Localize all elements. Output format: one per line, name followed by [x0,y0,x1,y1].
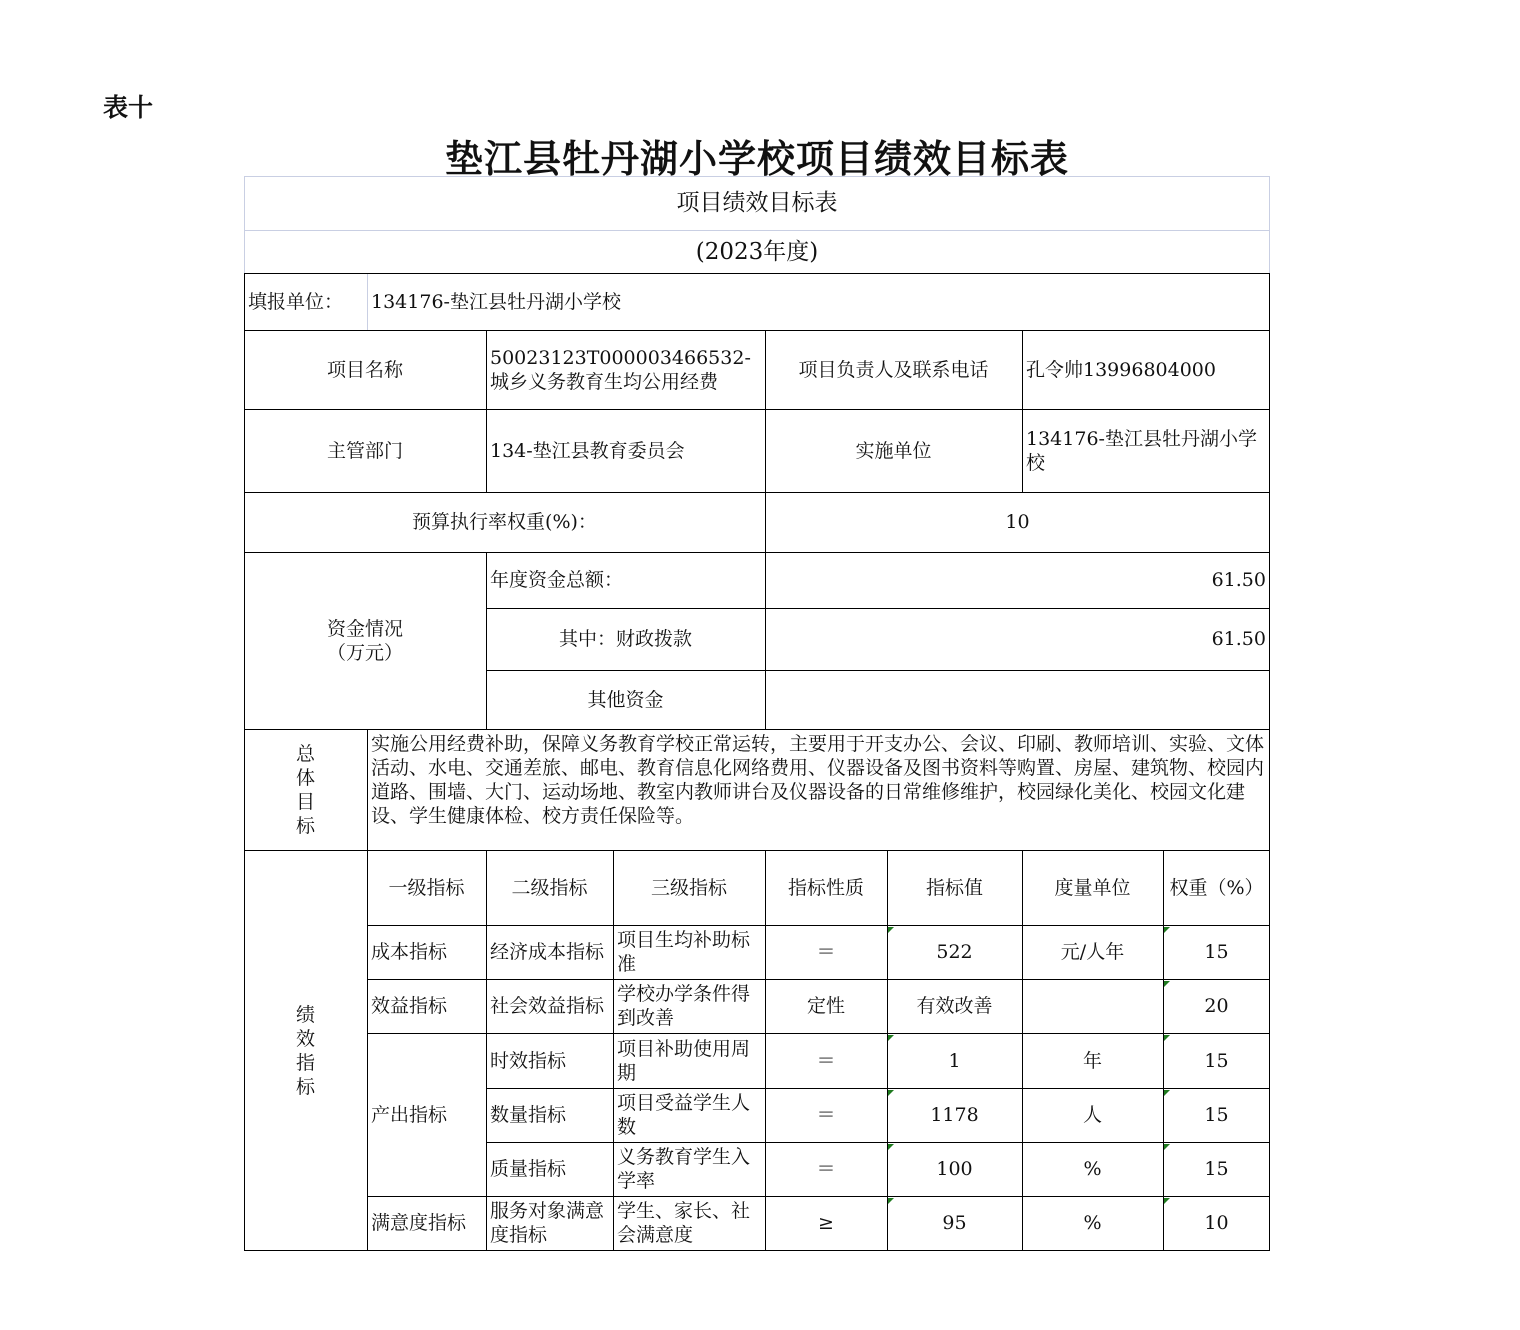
indicator-unit: 年 [1082,1049,1102,1072]
indicator-nature: ＝ [816,941,836,963]
indicator-weight: 15 [1204,941,1229,963]
indicator-weight: 20 [1204,995,1229,1017]
indicator-level3: 项目生均补助标准 [617,929,751,975]
indicator-section-char: 指 [295,1051,315,1074]
cell-comment-marker [1164,1035,1170,1041]
cell-comment-marker [888,1144,894,1150]
indicator-level2: 数量指标 [490,1104,567,1126]
indicator-weight: 15 [1204,1158,1229,1180]
fiscal-funds-value: 61.50 [1211,628,1266,650]
project-name-label: 项目名称 [326,358,403,381]
dept-label: 主管部门 [326,439,403,462]
level1-output: 产出指标 [371,1103,448,1126]
header-level3: 三级指标 [650,876,727,899]
other-funds-value [765,670,1270,729]
project-lead-label: 项目负责人及联系电话 [798,358,989,381]
cell-comment-marker [1164,1198,1170,1204]
cell-comment-marker [1164,927,1170,933]
project-lead-value: 孔令帅13996804000 [1026,358,1216,381]
indicator-section-label [244,850,367,1251]
indicator-value: 1 [948,1049,961,1072]
indicator-value: 100 [936,1158,973,1180]
indicator-level2: 质量指标 [490,1158,567,1180]
indicator-unit: % [1083,1158,1102,1180]
annual-total-label: 年度资金总额： [490,569,624,591]
page-title: 垫江县牡丹湖小学校项目绩效目标表 [444,136,1069,181]
overall-goal-char: 标 [295,814,315,837]
indicator-nature: ≥ [818,1212,834,1234]
indicator-nature: ＝ [816,1104,836,1126]
overall-goal-label [244,729,367,850]
indicator-value: 有效改善 [916,995,993,1017]
budget-weight-value: 10 [1005,511,1030,533]
header-level1: 一级指标 [388,876,465,899]
table-number-label: 表十 [103,93,154,122]
indicator-level2: 经济成本指标 [490,941,605,963]
indicator-section-char: 效 [295,1027,315,1050]
indicator-level3: 学生、家长、社会满意度 [617,1200,751,1246]
budget-weight-label: 预算执行率权重(%)： [412,511,597,533]
other-funds-label: 其他资金 [587,688,664,711]
indicator-level3: 学校办学条件得到改善 [617,983,751,1029]
funds-label [244,552,486,729]
indicator-unit: 元/人年 [1060,941,1125,963]
overall-goal-char: 目 [295,790,315,813]
header-value: 指标值 [925,876,983,899]
fiscal-funds-label: 其中：财政拨款 [558,628,692,650]
cell-comment-marker [888,1090,894,1096]
performance-target-form [244,176,1270,1252]
indicator-unit: 人 [1082,1104,1102,1126]
dept-value: 134-垫江县教育委员会 [490,439,685,462]
reporting-unit-label: 填报单位： [248,290,344,313]
indicator-level2: 社会效益指标 [490,995,605,1017]
indicator-value: 522 [936,941,973,963]
overall-goal-text: 实施公用经费补助，保障义务教育学校正常运转，主要用于开支办公、会议、印刷、教师培训、实验、文体活动、水电、交通差旅、邮电、教育信息化网络费用、仪器设备及图书资料等购置、房屋、建筑物、校园内道路、围墙、大门、运动场地、教室内教师讲台及仪器设备的日常维修维护，校园绿化美化、校园文化建设、学生健康体检、校方责任保险等。 [371,733,1265,827]
funds-unit-text: （万元） [326,641,403,664]
header-weight: 权重（%） [1169,876,1264,899]
overall-goal-char: 总 [295,742,315,765]
indicator-value: 1178 [930,1104,979,1126]
cell-comment-marker [1164,981,1170,987]
indicator-weight: 15 [1204,1049,1229,1072]
level1-satisfaction: 满意度指标 [371,1212,467,1234]
indicator-value: 95 [942,1212,967,1234]
impl-unit-label: 实施单位 [855,439,932,462]
indicator-nature: ＝ [816,1158,836,1180]
indicator-weight: 15 [1204,1104,1229,1126]
level1-benefit: 效益指标 [371,995,448,1017]
indicator-level3: 项目补助使用周期 [617,1037,751,1084]
indicator-level3: 项目受益学生人数 [617,1092,751,1138]
indicator-nature: ＝ [816,1049,836,1072]
cell-comment-marker [1164,1090,1170,1096]
indicator-unit: % [1083,1212,1102,1234]
level1-cost: 成本指标 [371,941,448,963]
header-level2: 二级指标 [511,876,588,899]
header-unit: 度量单位 [1054,876,1131,899]
cell-comment-marker [888,927,894,933]
indicator-unit [1022,979,1163,1033]
indicator-level2: 服务对象满意度指标 [490,1200,605,1246]
indicator-nature: 定性 [806,995,845,1017]
indicator-weight: 10 [1204,1212,1229,1234]
fiscal-year: (2023年度) [695,238,819,265]
indicator-section-char: 标 [295,1075,315,1098]
cell-comment-marker [888,1035,894,1041]
impl-unit-value: 134176-垫江县牡丹湖小学校 [1026,427,1257,474]
cell-comment-marker [888,1198,894,1204]
project-name-value: 50023123T000003466532-城乡义务教育生均公用经费 [490,346,751,393]
form-title: 项目绩效目标表 [676,190,838,216]
indicator-level3: 义务教育学生入学率 [617,1146,751,1192]
cell-comment-marker [1164,1144,1170,1150]
reporting-unit-value: 134176-垫江县牡丹湖小学校 [371,290,621,313]
annual-total-value: 61.50 [1211,569,1266,591]
header-nature: 指标性质 [787,876,864,899]
indicator-level2: 时效指标 [490,1049,567,1072]
indicator-section-char: 绩 [295,1003,315,1026]
overall-goal-char: 体 [295,766,315,789]
funds-label-text: 资金情况 [326,617,403,640]
